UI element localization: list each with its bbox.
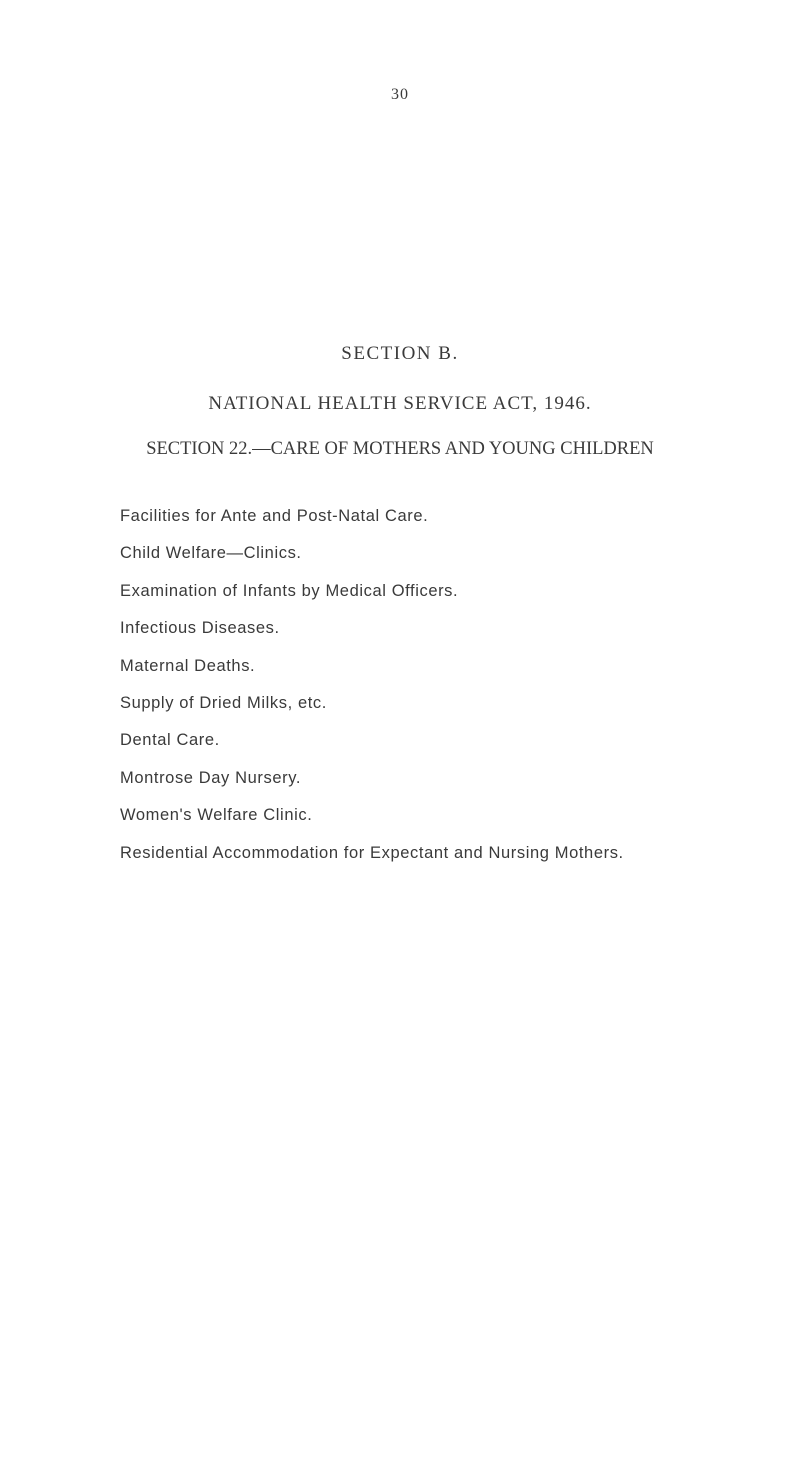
subsection-title: SECTION 22.—CARE OF MOTHERS AND YOUNG CHILDREN — [146, 439, 654, 459]
topic-item: Supply of Dried Milks, etc. — [120, 693, 327, 712]
topic-item: Facilities for Ante and Post-Natal Care. — [120, 507, 429, 525]
topic-item: Examination of Infants by Medical Officers. — [120, 581, 459, 600]
page-number: 30 — [391, 86, 409, 103]
section-title: SECTION B. — [341, 343, 459, 364]
topic-item: Residential Accommodation for Expectant and Nursing Mothers. — [120, 843, 624, 862]
topic-item: Dental Care. — [120, 731, 220, 750]
act-title: NATIONAL HEALTH SERVICE ACT, 1946. — [208, 393, 592, 414]
topic-item: Child Welfare—Clinics. — [120, 544, 302, 563]
topic-item: Maternal Deaths. — [120, 656, 256, 675]
topic-item: Infectious Diseases. — [120, 619, 280, 638]
topic-item: Montrose Day Nursery. — [120, 768, 302, 787]
topic-item: Women's Welfare Clinic. — [120, 806, 313, 825]
topic-list — [120, 504, 624, 878]
